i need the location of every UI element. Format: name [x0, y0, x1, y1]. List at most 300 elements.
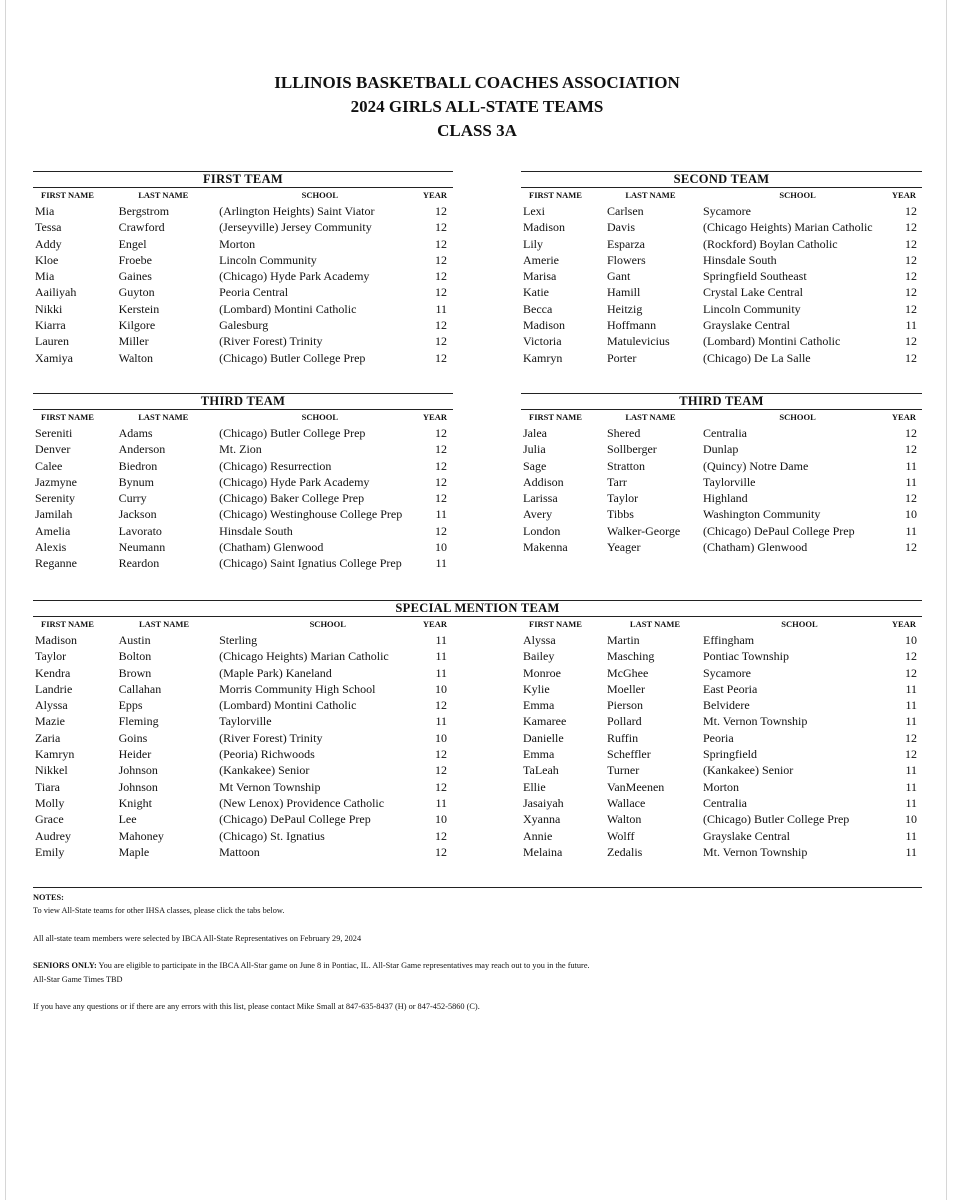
table-row: [33, 762, 453, 778]
table-row: [33, 284, 453, 300]
school-cell: Mt. Vernon Township: [703, 714, 808, 729]
year-cell: 11: [435, 507, 448, 522]
first-name-cell: Audrey: [35, 828, 71, 843]
school-cell: Belvidere: [703, 698, 750, 713]
special-mention-left-rows: [33, 632, 453, 860]
column-header-row: [521, 410, 922, 425]
special-mention-right: [521, 617, 922, 860]
school-cell: (Peoria) Richwoods: [219, 747, 315, 762]
col-school: SCHOOL: [301, 190, 338, 200]
first-name-cell: Alexis: [35, 540, 67, 555]
year-cell: 10: [435, 812, 448, 827]
year-cell: 12: [905, 334, 917, 349]
last-name-cell: Neumann: [118, 540, 166, 555]
last-name-cell: Biedron: [118, 458, 158, 473]
last-name-cell: Adams: [118, 426, 153, 440]
year-cell: 12: [905, 350, 917, 365]
school-cell: Centralia: [703, 426, 747, 440]
header-class: CLASS 3A: [437, 121, 517, 140]
table-row: [521, 648, 922, 664]
last-name-cell: Walton: [607, 812, 642, 827]
first-team-section: [33, 171, 453, 366]
seniors-label: SENIORS ONLY:: [33, 961, 97, 970]
last-name-cell: Lavorato: [118, 523, 162, 538]
school-cell: Dunlap: [703, 442, 739, 457]
table-row: [33, 697, 453, 713]
second-team-rows: [521, 203, 922, 366]
last-name-cell: Mahoney: [118, 828, 164, 843]
school-cell: Morton: [219, 236, 256, 251]
last-name-cell: Fleming: [118, 714, 159, 729]
first-name-cell: Serenity: [35, 491, 75, 506]
last-name-cell: Bolton: [118, 649, 152, 664]
first-name-cell: Annie: [523, 828, 553, 843]
table-row: [33, 474, 453, 490]
school-cell: Hinsdale South: [219, 523, 293, 538]
left-border: [5, 0, 6, 1200]
school-cell: (Chicago) Butler College Prep: [219, 350, 366, 365]
third-team-right-title: THIRD TEAM: [521, 394, 922, 410]
year-cell: 12: [435, 698, 448, 713]
last-name-cell: Kerstein: [118, 301, 160, 316]
table-row: [33, 730, 453, 746]
year-cell: 12: [435, 236, 448, 251]
year-cell: 12: [905, 540, 917, 555]
special-mention-title: SPECIAL MENTION TEAM: [33, 601, 922, 617]
first-name-cell: Reganne: [35, 556, 77, 571]
first-name-cell: Madison: [523, 318, 565, 333]
year-cell: 11: [905, 828, 917, 843]
year-cell: 12: [435, 426, 448, 440]
table-row: [521, 795, 922, 811]
last-name-cell: Bergstrom: [118, 204, 170, 218]
year-cell: 12: [435, 763, 448, 778]
first-name-cell: Emma: [523, 698, 555, 713]
school-cell: Hinsdale South: [703, 252, 777, 267]
school-cell: Lincoln Community: [703, 301, 801, 316]
school-cell: Springfield: [703, 747, 757, 762]
year-cell: 11: [435, 649, 448, 664]
table-row: [33, 844, 453, 860]
year-cell: 11: [905, 474, 917, 489]
year-cell: 12: [905, 252, 917, 267]
notes-heading: NOTES:: [33, 893, 64, 902]
last-name-cell: Esparza: [607, 236, 645, 251]
year-cell: 11: [435, 714, 448, 729]
year-cell: 12: [435, 747, 448, 762]
first-name-cell: Jasaiyah: [523, 795, 564, 810]
first-name-cell: Xyanna: [523, 812, 561, 827]
school-cell: (Chicago) Butler College Prep: [703, 812, 850, 827]
last-name-cell: Tibbs: [607, 507, 634, 522]
year-cell: 11: [905, 458, 917, 473]
year-cell: 12: [905, 442, 917, 457]
first-name-cell: Kendra: [35, 665, 71, 680]
year-cell: 12: [435, 334, 448, 349]
last-name-cell: Gaines: [118, 269, 152, 284]
first-name-cell: Becca: [523, 301, 553, 316]
first-name-cell: Mazie: [35, 714, 65, 729]
year-cell: 10: [905, 507, 917, 522]
first-name-cell: Danielle: [523, 730, 564, 745]
last-name-cell: Lee: [118, 812, 137, 827]
year-cell: 10: [435, 681, 448, 696]
first-name-cell: Jamilah: [35, 507, 73, 522]
last-name-cell: Froebe: [118, 252, 152, 267]
first-name-cell: Kamryn: [35, 747, 75, 762]
last-name-cell: Martin: [607, 633, 640, 647]
year-cell: 11: [905, 681, 917, 696]
table-row: [33, 236, 453, 252]
year-cell: 11: [905, 763, 917, 778]
last-name-cell: McGhee: [607, 665, 649, 680]
table-row: [33, 746, 453, 762]
col-last-name: LAST NAME: [629, 619, 681, 629]
school-cell: (Chicago) Butler College Prep: [219, 426, 366, 440]
last-name-cell: Reardon: [118, 556, 160, 571]
col-year: YEAR: [891, 619, 916, 629]
special-mention-right-rows: [521, 632, 922, 860]
table-row: [33, 252, 453, 268]
table-row: [33, 523, 453, 539]
last-name-cell: VanMeenen: [607, 779, 665, 794]
first-name-cell: Alyssa: [35, 698, 68, 713]
col-year: YEAR: [422, 619, 447, 629]
first-name-cell: Alyssa: [523, 633, 556, 647]
last-name-cell: Yeager: [607, 540, 641, 555]
year-cell: 12: [905, 649, 917, 664]
year-cell: 12: [435, 828, 448, 843]
table-row: [33, 490, 453, 506]
school-cell: Galesburg: [219, 318, 269, 333]
notes-line-tabs: To view All-State teams for other IHSA classes, please click the tabs below.: [33, 906, 285, 915]
year-cell: 12: [435, 318, 448, 333]
last-name-cell: Davis: [607, 220, 635, 235]
first-team-title: FIRST TEAM: [33, 172, 453, 188]
school-cell: (Arlington Heights) Saint Viator: [219, 204, 375, 218]
table-row: [521, 268, 922, 284]
school-cell: Lincoln Community: [219, 252, 317, 267]
notes-line-contact: If you have any questions or if there are any errors with this list, please contact Mike Small at 847-635-8437 (H) or 847-452-5860 (C).: [33, 1002, 480, 1011]
school-cell: (Chicago) Hyde Park Academy: [219, 474, 370, 489]
school-cell: Highland: [703, 491, 748, 506]
col-year: YEAR: [891, 412, 917, 422]
last-name-cell: Johnson: [118, 763, 158, 778]
bottom-rule: [33, 887, 922, 888]
first-name-cell: Xamiya: [35, 350, 73, 365]
first-name-cell: Madison: [523, 220, 565, 235]
third-team-left-title: THIRD TEAM: [33, 394, 453, 410]
table-row: [521, 665, 922, 681]
school-cell: Crystal Lake Central: [703, 285, 803, 300]
last-name-cell: Pierson: [607, 698, 643, 713]
school-cell: Effingham: [703, 633, 755, 647]
table-row: [521, 539, 922, 555]
table-row: [521, 632, 922, 648]
seniors-text: You are eligible to participate in the IBCA All-Star game on June 8 in Pontiac, IL. All-Star Game representatives may reach out to you in the future.: [96, 961, 590, 970]
year-cell: 12: [905, 285, 917, 300]
col-last-name: LAST NAME: [625, 412, 676, 422]
last-name-cell: Heider: [118, 747, 152, 762]
table-row: [521, 252, 922, 268]
table-row: [521, 236, 922, 252]
year-cell: 12: [435, 350, 448, 365]
last-name-cell: Matulevicius: [607, 334, 670, 349]
year-cell: 12: [435, 523, 448, 538]
last-name-cell: Porter: [607, 350, 637, 365]
last-name-cell: Jackson: [118, 507, 157, 522]
col-first-name: FIRST NAME: [41, 412, 94, 422]
table-row: [521, 441, 922, 457]
school-cell: (Chicago) De La Salle: [703, 350, 811, 365]
school-cell: Sterling: [219, 633, 258, 647]
first-name-cell: Ellie: [523, 779, 546, 794]
year-cell: 12: [435, 204, 448, 218]
table-row: [521, 350, 922, 366]
school-cell: Washington Community: [703, 507, 821, 522]
table-row: [33, 811, 453, 827]
first-name-cell: Nikkel: [35, 763, 68, 778]
table-row: [521, 730, 922, 746]
first-name-cell: Kamryn: [523, 350, 563, 365]
col-last-name: LAST NAME: [625, 190, 676, 200]
third-team-right-rows: [521, 425, 922, 555]
school-cell: Taylorville: [703, 474, 756, 489]
col-school: SCHOOL: [781, 619, 818, 629]
first-name-cell: Tessa: [35, 220, 62, 235]
col-year: YEAR: [891, 190, 917, 200]
table-row: [33, 779, 453, 795]
year-cell: 12: [435, 269, 448, 284]
year-cell: 12: [435, 220, 448, 235]
column-header-row: [521, 188, 922, 203]
year-cell: 11: [905, 844, 917, 859]
first-name-cell: Bailey: [523, 649, 555, 664]
first-name-cell: Addison: [523, 474, 564, 489]
last-name-cell: Callahan: [118, 681, 162, 696]
last-name-cell: Sollberger: [607, 442, 657, 457]
last-name-cell: Anderson: [118, 442, 166, 457]
table-row: [33, 301, 453, 317]
school-cell: (Chicago) Resurrection: [219, 458, 332, 473]
school-cell: (Chicago) Hyde Park Academy: [219, 269, 370, 284]
first-name-cell: Kloe: [35, 252, 59, 267]
special-mention-left: [33, 617, 453, 860]
table-row: [521, 425, 922, 441]
first-name-cell: Kamaree: [523, 714, 567, 729]
table-row: [33, 795, 453, 811]
school-cell: (Chicago) DePaul College Prep: [219, 812, 371, 827]
school-cell: (Kankakee) Senior: [219, 763, 310, 778]
table-row: [33, 681, 453, 697]
table-row: [33, 268, 453, 284]
year-cell: 12: [905, 747, 917, 762]
column-header-row: [521, 617, 922, 632]
school-cell: (Lombard) Montini Catholic: [219, 301, 357, 316]
table-row: [33, 555, 453, 571]
school-cell: Mt. Zion: [219, 442, 262, 457]
year-cell: 10: [905, 633, 917, 647]
last-name-cell: Miller: [118, 334, 149, 349]
table-row: [521, 713, 922, 729]
last-name-cell: Shered: [607, 426, 641, 440]
first-name-cell: Julia: [523, 442, 546, 457]
school-cell: Morton: [703, 779, 739, 794]
table-row: [521, 301, 922, 317]
last-name-cell: Knight: [118, 795, 152, 810]
table-row: [521, 844, 922, 860]
first-name-cell: Lily: [523, 236, 543, 251]
first-name-cell: Tiara: [35, 779, 60, 794]
last-name-cell: Guyton: [118, 285, 155, 300]
last-name-cell: Hoffmann: [607, 318, 657, 333]
table-row: [33, 713, 453, 729]
first-name-cell: Avery: [523, 507, 553, 522]
school-cell: (Chicago) Westinghouse College Prep: [219, 507, 403, 522]
first-name-cell: Lauren: [35, 334, 69, 349]
table-row: [33, 506, 453, 522]
first-name-cell: Amerie: [523, 252, 559, 267]
year-cell: 12: [905, 269, 917, 284]
first-name-cell: Jalea: [523, 426, 547, 440]
year-cell: 12: [435, 442, 448, 457]
table-row: [521, 219, 922, 235]
col-last-name: LAST NAME: [138, 412, 189, 422]
first-name-cell: Melaina: [523, 844, 563, 859]
year-cell: 11: [905, 698, 917, 713]
first-name-cell: Landrie: [35, 681, 73, 696]
last-name-cell: Brown: [118, 665, 152, 680]
col-year: YEAR: [422, 190, 447, 200]
year-cell: 12: [905, 730, 917, 745]
table-row: [521, 203, 922, 219]
last-name-cell: Zedalis: [607, 844, 643, 859]
last-name-cell: Walker-George: [607, 523, 681, 538]
first-name-cell: Monroe: [523, 665, 561, 680]
header-association: ILLINOIS BASKETBALL COACHES ASSOCIATION: [274, 73, 680, 92]
last-name-cell: Gant: [607, 269, 631, 284]
first-name-cell: Victoria: [523, 334, 562, 349]
last-name-cell: Engel: [118, 236, 147, 251]
first-name-cell: Nikki: [35, 301, 63, 316]
col-school: SCHOOL: [779, 412, 816, 422]
col-last-name: LAST NAME: [138, 190, 189, 200]
table-row: [521, 681, 922, 697]
year-cell: 11: [435, 301, 448, 316]
table-row: [521, 333, 922, 349]
first-name-cell: Addy: [35, 236, 62, 251]
year-cell: 11: [905, 779, 917, 794]
column-header-row: [33, 410, 453, 425]
header-teams: 2024 GIRLS ALL-STATE TEAMS: [350, 97, 604, 116]
table-row: [521, 317, 922, 333]
first-name-cell: Molly: [35, 795, 65, 810]
col-first-name: FIRST NAME: [41, 619, 94, 629]
col-last-name: LAST NAME: [138, 619, 190, 629]
col-year: YEAR: [422, 412, 447, 422]
table-row: [33, 441, 453, 457]
last-name-cell: Wallace: [607, 795, 646, 810]
first-name-cell: London: [523, 523, 561, 538]
last-name-cell: Scheffler: [607, 747, 651, 762]
col-first-name: FIRST NAME: [41, 190, 94, 200]
first-name-cell: Sereniti: [35, 426, 73, 440]
table-row: [521, 490, 922, 506]
first-name-cell: Madison: [35, 633, 77, 647]
year-cell: 12: [435, 285, 448, 300]
second-team-title: SECOND TEAM: [521, 172, 922, 188]
year-cell: 11: [905, 318, 917, 333]
year-cell: 11: [435, 556, 448, 571]
table-row: [521, 779, 922, 795]
column-header-row: [33, 188, 453, 203]
first-name-cell: Grace: [35, 812, 64, 827]
last-name-cell: Epps: [118, 698, 143, 713]
notes-line-game-times: All-Star Game Times TBD: [33, 975, 123, 984]
right-border: [946, 0, 947, 1200]
year-cell: 11: [905, 523, 917, 538]
table-row: [33, 828, 453, 844]
school-cell: Mt Vernon Township: [219, 779, 321, 794]
school-cell: Grayslake Central: [703, 828, 790, 843]
last-name-cell: Hamill: [607, 285, 641, 300]
year-cell: 12: [435, 491, 448, 506]
year-cell: 10: [435, 540, 448, 555]
school-cell: Peoria: [703, 730, 734, 745]
last-name-cell: Heitzig: [607, 301, 643, 316]
column-header-row: [33, 617, 453, 632]
table-row: [33, 333, 453, 349]
table-row: [521, 746, 922, 762]
first-name-cell: Sage: [523, 458, 547, 473]
last-name-cell: Pollard: [607, 714, 642, 729]
first-name-cell: Emily: [35, 844, 65, 859]
special-mention-section: [33, 600, 922, 860]
last-name-cell: Walton: [118, 350, 153, 365]
year-cell: 10: [905, 812, 917, 827]
year-cell: 11: [435, 795, 448, 810]
school-cell: Taylorville: [219, 714, 272, 729]
col-school: SCHOOL: [301, 412, 338, 422]
last-name-cell: Johnson: [118, 779, 158, 794]
table-row: [33, 219, 453, 235]
last-name-cell: Moeller: [607, 681, 645, 696]
last-name-cell: Ruffin: [607, 730, 639, 745]
first-name-cell: Marisa: [523, 269, 557, 284]
school-cell: Morris Community High School: [219, 681, 376, 696]
last-name-cell: Maple: [118, 844, 150, 859]
table-row: [521, 284, 922, 300]
school-cell: (Lombard) Montini Catholic: [219, 698, 357, 713]
last-name-cell: Turner: [607, 763, 640, 778]
school-cell: Mt. Vernon Township: [703, 844, 808, 859]
last-name-cell: Stratton: [607, 458, 645, 473]
school-cell: (Rockford) Boylan Catholic: [703, 236, 838, 251]
first-name-cell: Jazmyne: [35, 474, 77, 489]
table-row: [33, 203, 453, 219]
last-name-cell: Kilgore: [118, 318, 156, 333]
table-row: [521, 828, 922, 844]
table-row: [521, 474, 922, 490]
school-cell: (Chicago) St. Ignatius: [219, 828, 325, 843]
col-first-name: FIRST NAME: [529, 619, 582, 629]
first-name-cell: Mia: [35, 269, 55, 284]
first-name-cell: Katie: [523, 285, 549, 300]
last-name-cell: Curry: [118, 491, 147, 506]
year-cell: 12: [905, 426, 917, 440]
third-team-left-section: [33, 393, 453, 572]
school-cell: (Maple Park) Kaneland: [219, 665, 332, 680]
